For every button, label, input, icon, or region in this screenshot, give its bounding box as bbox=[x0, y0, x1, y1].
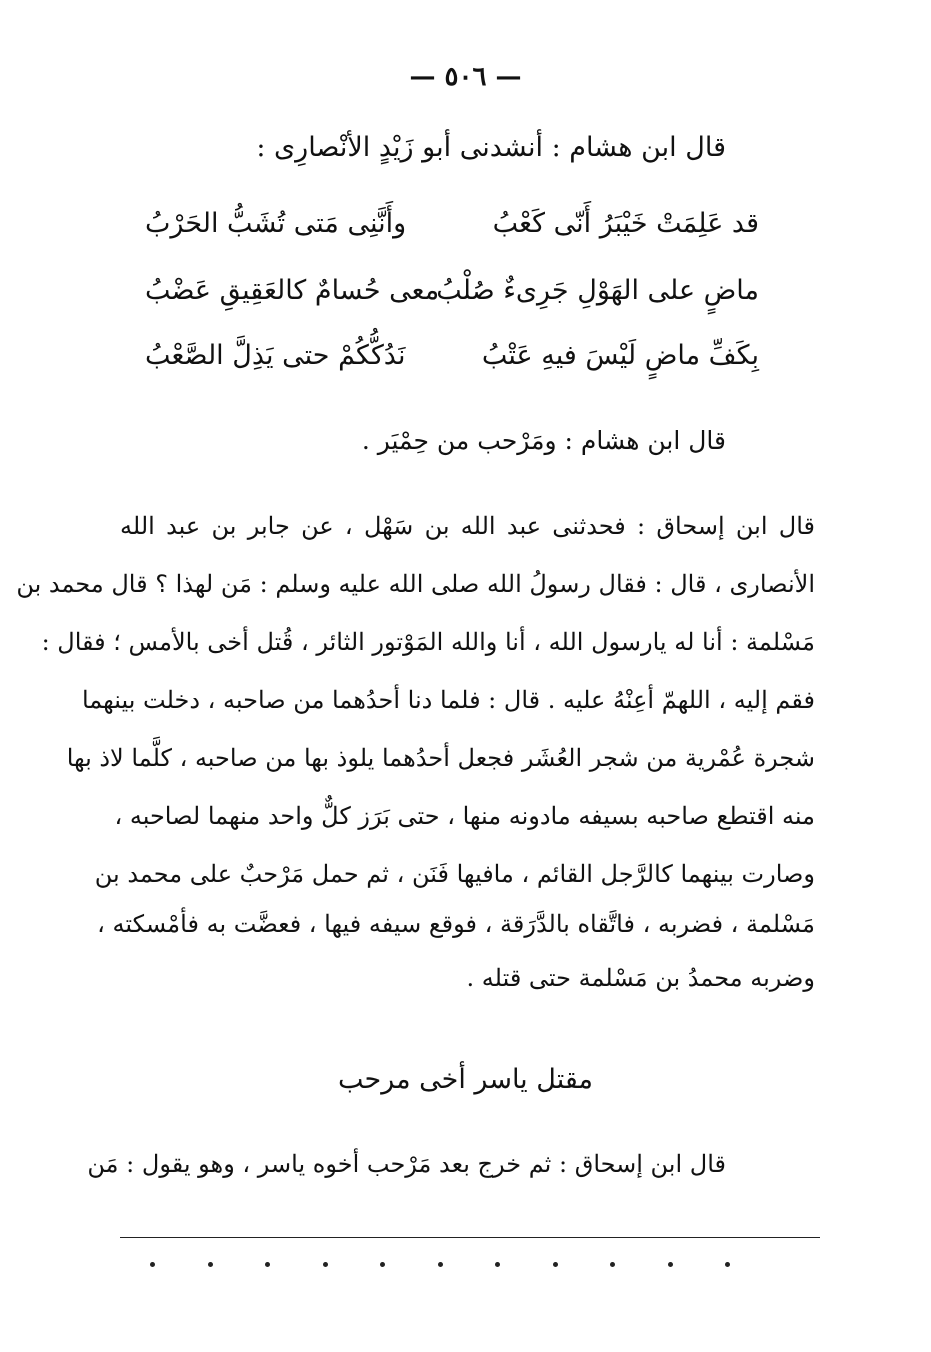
verse-line bbox=[0, 340, 931, 390]
footer-rule bbox=[120, 1237, 820, 1238]
paragraph-line: منه اقتطع صاحبه بسيفه مادونه منها ، حتى بَرَز كلٌّ واحد منهما لصاحبه ، bbox=[114, 802, 815, 830]
verse-hemistich-second: معى حُسامٌ كالعَقِيقِ عَضْبُ bbox=[145, 275, 440, 306]
footer-dot bbox=[323, 1262, 328, 1267]
paragraph-line: وصارت بينهما كالرَّجل القائم ، مافيها فَنَن ، ثم حمل مَرْحبٌ على محمد بن bbox=[94, 860, 815, 888]
section-heading: مقتل ياسر أخى مرحب bbox=[338, 1064, 593, 1095]
verse-line bbox=[0, 208, 931, 258]
paragraph-line: قال ابن إسحاق : فحدثنى عبد الله بن سَهْل ، عن جابر بن عبد الله bbox=[120, 512, 815, 540]
footer-dot bbox=[668, 1262, 673, 1267]
poem-intro: قال ابن هشام : أنشدنى أبو زَيْدٍ الأنْصارِى : bbox=[256, 132, 726, 163]
editor-note: قال ابن هشام : ومَرْحب من حِمْيَر . bbox=[361, 426, 726, 455]
paragraph-line: مَسْلمة ، فضربه ، فاتَّقاه بالدَّرَقة ، فوقع سيفه فيها ، فعضَّت به فأمْسكته ، bbox=[97, 910, 815, 938]
footer-dots bbox=[150, 1262, 730, 1267]
verse-hemistich-second: نَدُكُّكُمْ حتى يَذِلَّ الصَّعْبُ bbox=[145, 340, 406, 371]
footer-dot bbox=[265, 1262, 270, 1267]
paragraph-line: شجرة عُمْرية من شجر العُشَر فجعل أحدُهما يلوذ بها من صاحبه ، كلَّما لاذ بها bbox=[66, 744, 815, 772]
footer-dot bbox=[380, 1262, 385, 1267]
footer-dot bbox=[208, 1262, 213, 1267]
footer-dot bbox=[610, 1262, 615, 1267]
footer-dot bbox=[150, 1262, 155, 1267]
verse-hemistich-first: قد عَلِمَتْ خَيْبَرُ أَنّى كَعْبُ bbox=[492, 208, 759, 239]
paragraph-line: فقم إليه ، اللهمّ أعِنْهُ عليه . قال : فلما دنا أحدُهما من صاحبه ، دخلت بينهما bbox=[81, 686, 815, 714]
verse-hemistich-first: ماضٍ على الهَوْلِ جَرِىءٌ صُلْبُ bbox=[436, 275, 759, 306]
paragraph-line: وضربه محمدُ بن مَسْلمة حتى قتله . bbox=[466, 964, 815, 992]
page-number: — ٥٠٦ — bbox=[409, 62, 522, 92]
footer-dot bbox=[495, 1262, 500, 1267]
paragraph-line: قال ابن إسحاق : ثم خرج بعد مَرْحب أخوه ياسر ، وهو يقول : مَن bbox=[87, 1150, 726, 1178]
paragraph-line: مَسْلمة : أنا له يارسول الله ، أنا والله المَوْتور الثائر ، قُتل أخى بالأمس ؛ فقال : bbox=[41, 628, 815, 656]
verse-line bbox=[0, 275, 931, 325]
footer-dot bbox=[438, 1262, 443, 1267]
footer-dot bbox=[725, 1262, 730, 1267]
verse-hemistich-second: وأَنَّنِى مَتى تُشَبُّ الحَرْبُ bbox=[145, 208, 407, 239]
verse-hemistich-first: بِكَفِّ ماضٍ لَيْسَ فيهِ عَتْبُ bbox=[481, 340, 759, 371]
paragraph-line: الأنصارى ، قال : فقال رسولُ الله صلى الله عليه وسلم : مَن لهذا ؟ قال محمد بن bbox=[16, 570, 815, 598]
footer-dot bbox=[553, 1262, 558, 1267]
